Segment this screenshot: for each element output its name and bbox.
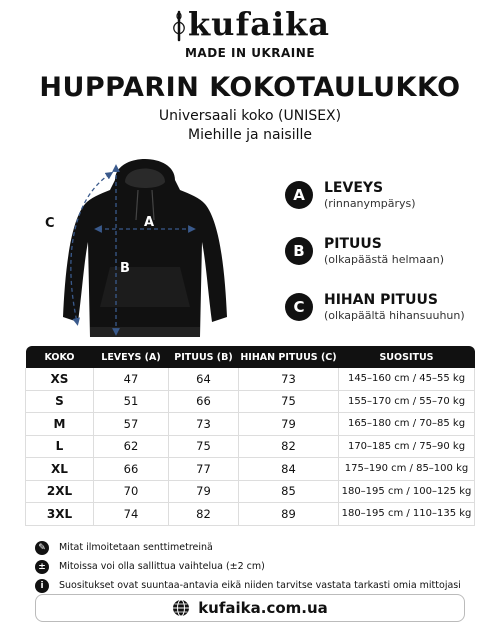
globe-icon bbox=[172, 599, 190, 617]
badge-c: C bbox=[285, 293, 313, 321]
legend-desc: (olkapäästä helmaan) bbox=[324, 253, 444, 266]
brand-tagline: MADE IN UKRAINE bbox=[184, 45, 316, 60]
cell-size: L bbox=[26, 435, 94, 458]
brand-logo bbox=[0, 6, 500, 60]
footer-url-bar[interactable] bbox=[35, 594, 465, 622]
cell-length: 79 bbox=[169, 480, 239, 503]
info-icon: i bbox=[35, 579, 49, 593]
table-row bbox=[26, 480, 475, 503]
table-row bbox=[26, 390, 475, 413]
label-c: C bbox=[45, 216, 55, 231]
legend-title: HIHAN PITUUS bbox=[324, 292, 438, 308]
page-title: HUPPARIN KOKOTAULUKKO bbox=[39, 72, 461, 103]
hoodie-shape bbox=[63, 159, 227, 337]
legend-title: PITUUS bbox=[324, 236, 382, 252]
note-item bbox=[35, 538, 475, 557]
cell-sleeve: 73 bbox=[239, 368, 339, 390]
cell-sleeve: 85 bbox=[239, 480, 339, 503]
cell-sleeve: 89 bbox=[239, 503, 339, 526]
cell-sleeve: 84 bbox=[239, 458, 339, 481]
badge-a: A bbox=[285, 181, 313, 209]
note-text: Mitoissa voi olla sallittua vaihtelua (±2 cm) bbox=[59, 561, 265, 572]
label-a: A bbox=[144, 215, 155, 230]
cell-size: 2XL bbox=[26, 480, 94, 503]
subtitle-audience: Miehille ja naisille bbox=[187, 127, 313, 143]
table-row bbox=[26, 503, 475, 526]
subtitle-unisex: Universaali koko (UNISEX) bbox=[158, 108, 342, 124]
ruler-icon: ✎ bbox=[35, 541, 49, 555]
legend-item-b bbox=[285, 236, 495, 292]
cell-size: S bbox=[26, 390, 94, 413]
label-b: B bbox=[120, 261, 130, 276]
cell-size: 3XL bbox=[26, 503, 94, 526]
table-header-row bbox=[26, 346, 475, 368]
cell-sleeve: 82 bbox=[239, 435, 339, 458]
cell-recommendation: 165–180 cm / 70–85 kg bbox=[339, 413, 475, 436]
col-header-recommendation: SUOSITUS bbox=[339, 346, 475, 368]
cell-width: 51 bbox=[94, 390, 169, 413]
measurement-legend bbox=[285, 180, 495, 348]
hoodie-diagram bbox=[40, 142, 250, 347]
notes-list bbox=[35, 538, 475, 595]
cell-length: 73 bbox=[169, 413, 239, 436]
col-header-length: PITUUS (B) bbox=[169, 346, 239, 368]
cell-width: 47 bbox=[94, 368, 169, 390]
table-row bbox=[26, 368, 475, 390]
table-row bbox=[26, 435, 475, 458]
legend-desc: (olkapäältä hihansuuhun) bbox=[324, 309, 465, 322]
col-header-width: LEVEYS (A) bbox=[94, 346, 169, 368]
cell-sleeve: 79 bbox=[239, 413, 339, 436]
col-header-sleeve: HIHAN PITUUS (C) bbox=[239, 346, 339, 368]
cell-recommendation: 180–195 cm / 110–135 kg bbox=[339, 503, 475, 526]
table-row bbox=[26, 413, 475, 436]
note-item bbox=[35, 557, 475, 576]
cell-recommendation: 155–170 cm / 55–70 kg bbox=[339, 390, 475, 413]
cell-recommendation: 145–160 cm / 45–55 kg bbox=[339, 368, 475, 390]
col-header-size: KOKO bbox=[26, 346, 94, 368]
cell-sleeve: 75 bbox=[239, 390, 339, 413]
cell-width: 74 bbox=[94, 503, 169, 526]
cell-size: XL bbox=[26, 458, 94, 481]
cell-length: 66 bbox=[169, 390, 239, 413]
cell-width: 66 bbox=[94, 458, 169, 481]
footer-url[interactable]: kufaika.com.ua bbox=[198, 599, 328, 617]
cell-width: 57 bbox=[94, 413, 169, 436]
brand-name: kufaika bbox=[188, 5, 330, 43]
table-row bbox=[26, 458, 475, 481]
legend-title: LEVEYS bbox=[324, 180, 384, 196]
legend-item-c bbox=[285, 292, 495, 348]
plus-minus-icon: ± bbox=[35, 560, 49, 574]
note-text: Mitat ilmoitetaan senttimetreinä bbox=[59, 542, 213, 553]
cell-recommendation: 180–195 cm / 100–125 kg bbox=[339, 480, 475, 503]
note-text: Suositukset ovat suuntaa-antavia eikä niiden tarvitse vastata tarkasti omia mittojasi bbox=[59, 580, 461, 591]
cell-width: 62 bbox=[94, 435, 169, 458]
cell-size: M bbox=[26, 413, 94, 436]
cell-width: 70 bbox=[94, 480, 169, 503]
needle-icon bbox=[170, 10, 188, 44]
cell-size: XS bbox=[26, 368, 94, 390]
note-item bbox=[35, 576, 475, 595]
badge-b: B bbox=[285, 237, 313, 265]
cell-length: 64 bbox=[169, 368, 239, 390]
cell-length: 82 bbox=[169, 503, 239, 526]
size-table bbox=[25, 346, 475, 526]
cell-length: 75 bbox=[169, 435, 239, 458]
legend-item-a bbox=[285, 180, 495, 236]
cell-recommendation: 170–185 cm / 75–90 kg bbox=[339, 435, 475, 458]
cell-length: 77 bbox=[169, 458, 239, 481]
legend-desc: (rinnanympärys) bbox=[324, 197, 416, 210]
cell-recommendation: 175–190 cm / 85–100 kg bbox=[339, 458, 475, 481]
brand-wordmark bbox=[0, 6, 500, 44]
